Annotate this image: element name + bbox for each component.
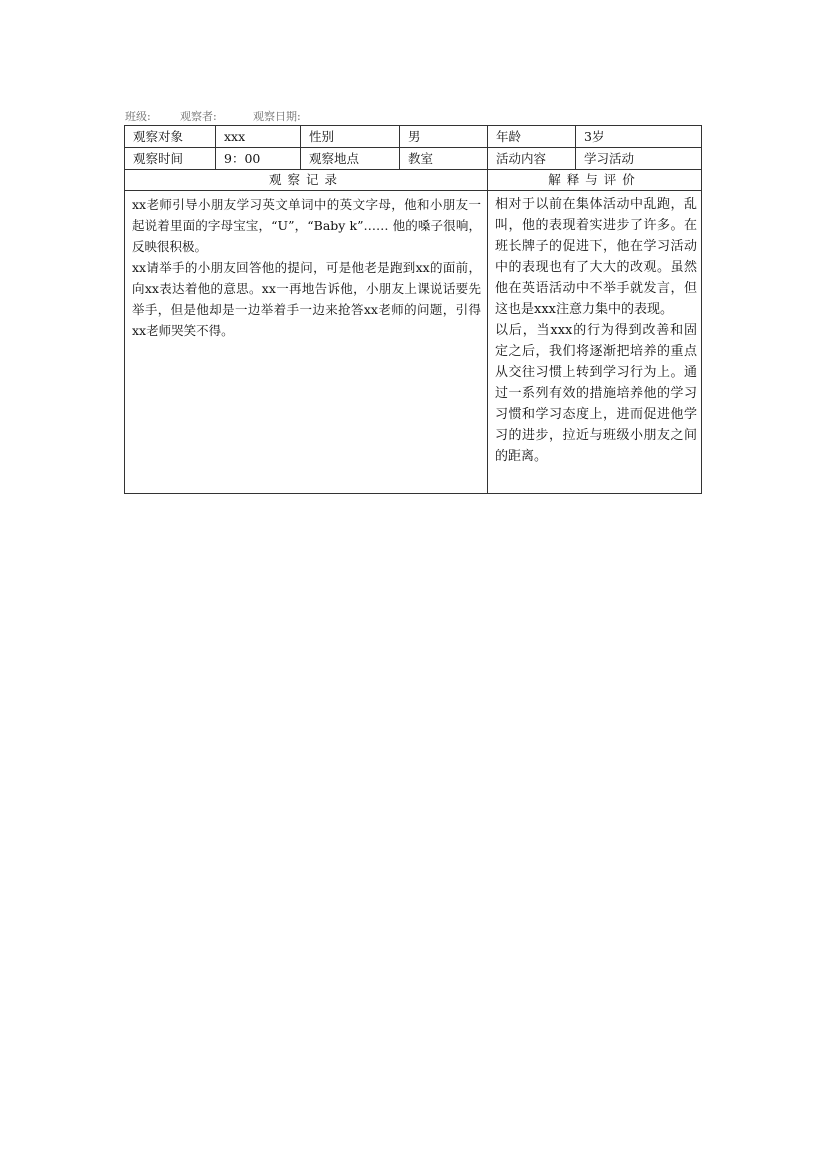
- activity-label: 活动内容: [488, 148, 576, 170]
- record-paragraph: xx老师引导小朋友学习英文单词中的英文字母，他和小朋友一起说着里面的字母宝宝，“U”，“Baby k”…… 他的嗓子很响，反映很积极。: [132, 197, 481, 254]
- time-label: 观察时间: [125, 148, 216, 170]
- content-row: [125, 191, 702, 494]
- form-header: [125, 108, 301, 124]
- time-value: 9：00: [216, 148, 301, 170]
- subject-label: 观察对象: [125, 126, 216, 148]
- info-row-subject: [125, 126, 702, 148]
- place-value: 教室: [400, 148, 488, 170]
- section-header-row: [125, 170, 702, 191]
- evaluation-text: [488, 191, 701, 467]
- activity-value: 学习活动: [576, 148, 702, 170]
- gender-value: 男: [400, 126, 488, 148]
- age-value: 3岁: [576, 126, 702, 148]
- place-label: 观察地点: [301, 148, 400, 170]
- record-cell: [125, 191, 488, 494]
- observer-label: 观察者:: [180, 110, 217, 123]
- age-label: 年龄: [488, 126, 576, 148]
- record-paragraph: xx请举手的小朋友回答他的提问，可是他老是跑到xx的面前，向xx表达着他的意思。xx一再地告诉他，小朋友上课说话要先举手，但是他却是一边举着手一边来抢答xx老师的问题，引得xx老师哭笑不得。: [132, 260, 481, 338]
- evaluation-section-title: 解释与评价: [488, 170, 702, 191]
- record-section-title: 观察记录: [125, 170, 488, 191]
- evaluation-paragraph: 相对于以前在集体活动中乱跑，乱叫，他的表现着实进步了许多。在班长牌子的促进下，他在学习活动中的表现也有了大大的改观。虽然他在英语活动中不举手就发言，但这也是xxx注意力集中的表现。: [495, 197, 697, 317]
- observation-date-label: 观察日期:: [253, 110, 301, 123]
- evaluation-cell: [488, 191, 702, 494]
- info-row-time: [125, 148, 702, 170]
- class-label: 班级:: [125, 110, 151, 123]
- subject-value: xxx: [216, 126, 301, 148]
- evaluation-paragraph: 以后，当xxx的行为得到改善和固定之后，我们将逐渐把培养的重点从交往习惯上转到学习行为上。通过一系列有效的措施培养他的学习习惯和学习态度上，进而促进他学习的进步，拉近与班级小朋友之间的距离。: [495, 323, 697, 464]
- observation-record: [125, 191, 487, 341]
- gender-label: 性别: [301, 126, 400, 148]
- observation-table: [124, 125, 702, 494]
